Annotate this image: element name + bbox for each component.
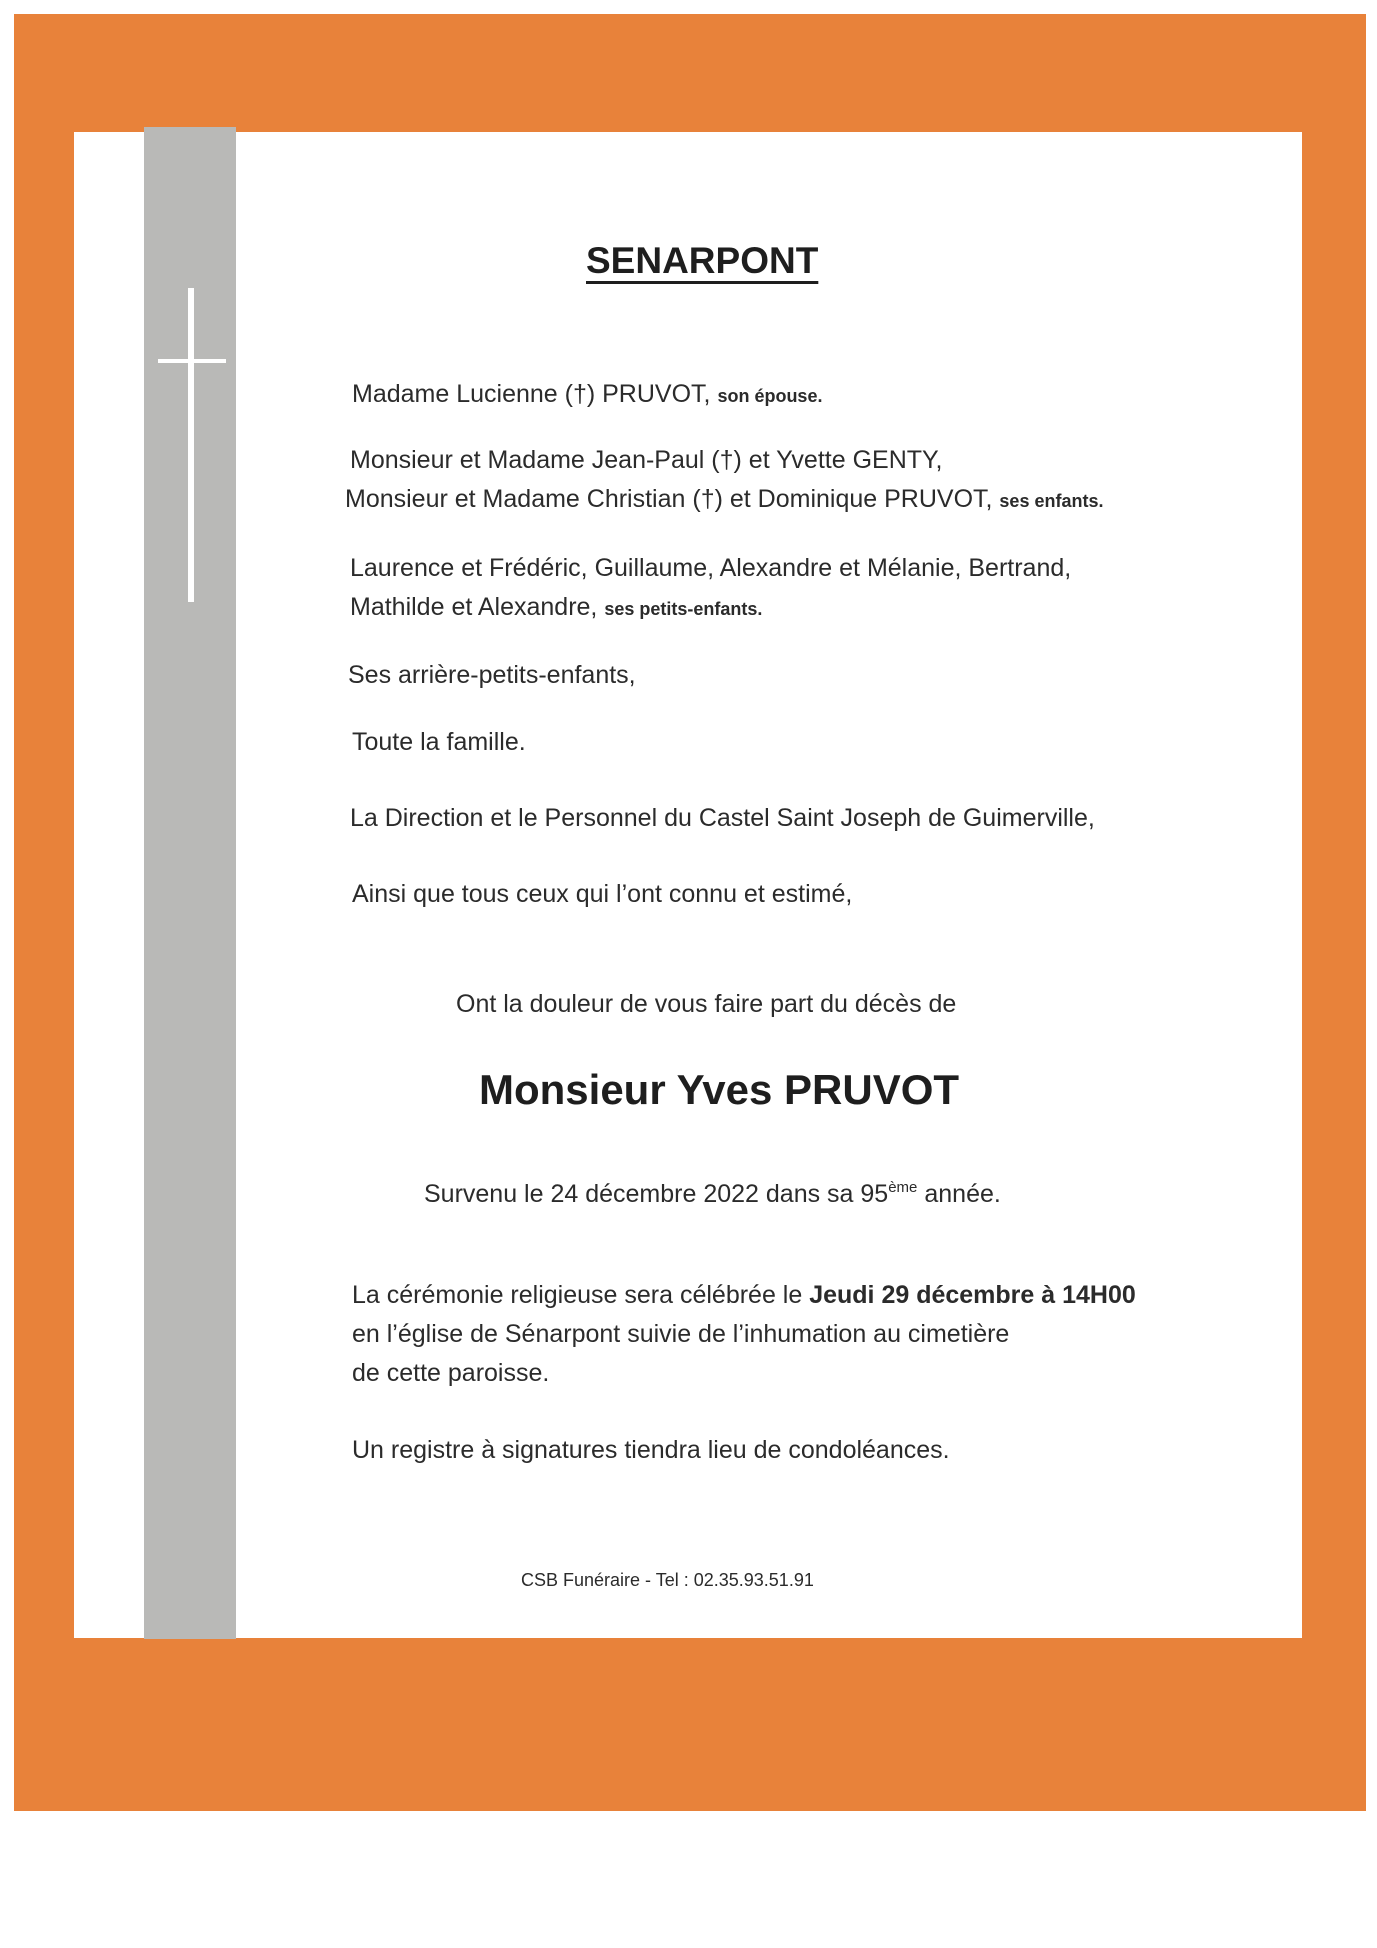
registry-line: Un registre à signatures tiendra lieu de condoléances. xyxy=(352,1436,950,1464)
grandchildren-role: ses petits-enfants. xyxy=(604,599,763,619)
grandchildren-names: Mathilde et Alexandre, xyxy=(350,593,598,621)
spouse-line xyxy=(352,382,822,407)
ceremony-line-2: en l’église de Sénarpont suivie de l’inhumation au cimetière xyxy=(352,1320,1010,1348)
death-date-text: Survenu le 24 décembre 2022 dans sa 95 xyxy=(424,1180,889,1208)
children-line-1: Monsieur et Madame Jean-Paul (†) et Yvette GENTY, xyxy=(350,446,943,474)
children-role: ses enfants. xyxy=(999,491,1104,511)
funeral-home-footer: CSB Funéraire - Tel : 02.35.93.51.91 xyxy=(521,1570,814,1590)
spouse-name: Madame Lucienne (†) PRUVOT, xyxy=(352,380,711,408)
others-line: Ainsi que tous ceux qui l’ont connu et estimé, xyxy=(352,880,853,908)
page-title: SENARPONT xyxy=(586,240,819,281)
death-date-line xyxy=(424,1180,1001,1207)
death-ordinal-suffix: ème xyxy=(888,1179,918,1196)
grandchildren-line-1: Laurence et Frédéric, Guillaume, Alexandre et Mélanie, Bertrand, xyxy=(350,554,1072,582)
spouse-role: son épouse. xyxy=(717,386,823,406)
ceremony-line-3: de cette paroisse. xyxy=(352,1359,550,1387)
death-date-end: année. xyxy=(917,1180,1001,1208)
cross-horizontal-bar xyxy=(158,359,226,363)
great-grandchildren-line: Ses arrière-petits-enfants, xyxy=(348,661,636,689)
cross-vertical-bar xyxy=(188,288,194,602)
grandchildren-line-2 xyxy=(350,595,762,620)
announcement-line: Ont la douleur de vous faire part du décès de xyxy=(456,990,957,1018)
ceremony-line-1 xyxy=(352,1283,1136,1308)
ceremony-intro: La cérémonie religieuse sera célébrée le xyxy=(352,1281,810,1309)
children-names: Monsieur et Madame Christian (†) et Dominique PRUVOT, xyxy=(345,485,993,513)
staff-line: La Direction et le Personnel du Castel Saint Joseph de Guimerville, xyxy=(350,804,1095,832)
family-line: Toute la famille. xyxy=(352,728,526,756)
ceremony-datetime: Jeudi 29 décembre à 14H00 xyxy=(809,1281,1136,1309)
deceased-name: Monsieur Yves PRUVOT xyxy=(479,1066,960,1113)
children-line-2 xyxy=(345,487,1103,512)
